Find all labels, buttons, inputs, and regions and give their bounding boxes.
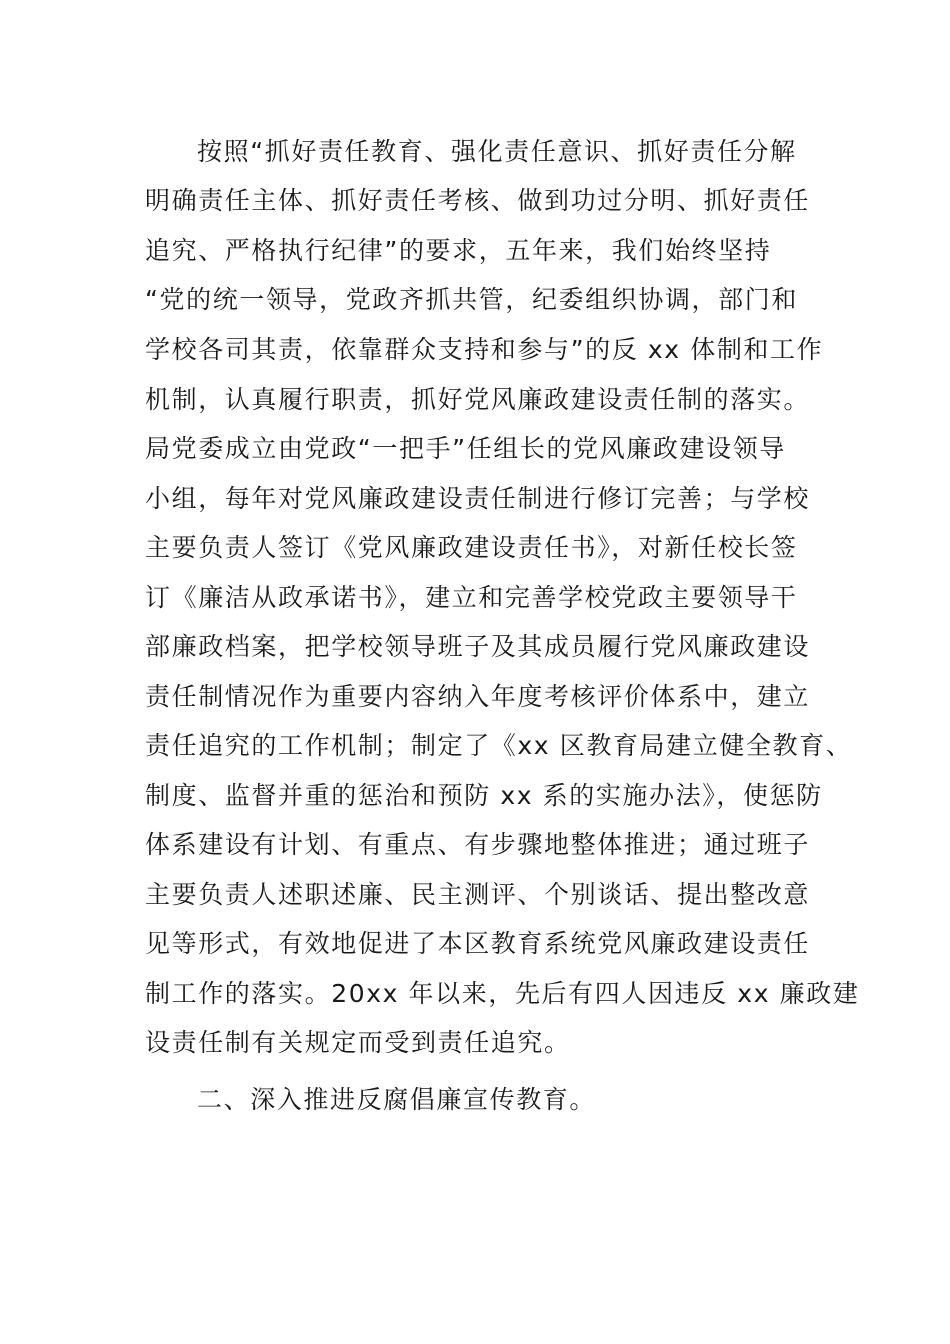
- paragraph-line: 责任制情况作为重要内容纳入年度考核评价体系中，建立: [145, 682, 811, 711]
- paragraph-line: 主要负责人述职述廉、民主测评、个别谈话、提出整改意: [145, 880, 811, 909]
- paragraph-line: “党的统一领导，党政齐抓共管，纪委组织协调，部门和: [145, 285, 798, 314]
- paragraph-line: 按照“抓好责任教育、强化责任意识、抓好责任分解: [197, 137, 797, 166]
- paragraph-line: 学校各司其责，依靠群众支持和参与”的反 xx 体制和工作: [145, 335, 824, 364]
- paragraph-line: 订《廉洁从政承诺书》，建立和完善学校党政主要领导干: [145, 583, 798, 612]
- paragraph-line: 制工作的落实。20xx 年以来，先后有四人因违反 xx 廉政建: [145, 979, 860, 1008]
- paragraph-line: 制度、监督并重的惩治和预防 xx 系的实施办法》，使惩防: [145, 781, 823, 810]
- paragraph-line: 小组，每年对党风廉政建设责任制进行修订完善；与学校: [145, 484, 811, 513]
- paragraph-line: 设责任制有关规定而受到责任追究。: [145, 1028, 571, 1057]
- paragraph-line: 见等形式，有效地促进了本区教育系统党风廉政建设责任: [145, 929, 811, 958]
- section-heading: 二、深入推进反腐倡廉宣传教育。: [197, 1085, 597, 1114]
- paragraph-line: 追究、严格执行纪律”的要求，五年来，我们始终坚持: [145, 236, 772, 265]
- paragraph-line: 明确责任主体、抓好责任考核、做到功过分明、抓好责任: [145, 186, 811, 215]
- paragraph-line: 局党委成立由党政“一把手”任组长的党风廉政建设领导: [145, 434, 786, 463]
- paragraph-line: 机制，认真履行职责，抓好党风廉政建设责任制的落实。: [145, 385, 811, 414]
- paragraph-line: 体系建设有计划、有重点、有步骤地整体推进；通过班子: [145, 830, 811, 859]
- paragraph-line: 责任追究的工作机制；制定了《xx 区教育局建立健全教育、: [145, 731, 853, 760]
- paragraph-line: 主要负责人签订《党风廉政建设责任书》，对新任校长签: [145, 533, 798, 562]
- paragraph-line: 部廉政档案，把学校领导班子及其成员履行党风廉政建设: [145, 632, 811, 661]
